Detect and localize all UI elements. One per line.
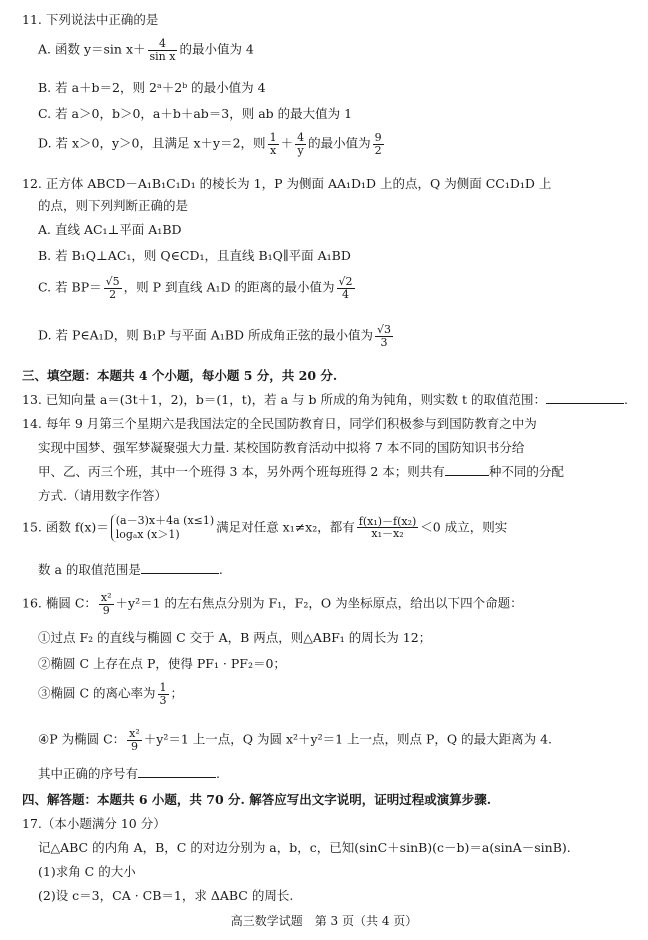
section-solution-heading: 四、解答题：本题共 6 小题，共 70 分. 解答应写出文字说明，证明过程或演算步骤. <box>22 792 492 807</box>
q17-part-2: (2)设 c＝3，CA · CB＝1，求 ΔABC 的周长. <box>38 888 294 903</box>
q15-line-2: 数 a 的取值范围是 . <box>38 562 223 577</box>
q14-line-4: 方式.（请用数字作答） <box>38 488 167 503</box>
q16-stem: 16. 椭圆 C： $\frac{\text{x²}}{9}$ ＋y²＝1 的左右焦点分别为 F₁，F₂，O 为坐标原点，给出以下四个命题： <box>22 591 523 617</box>
fraction: $\frac{4}{\text{sin x}}$ <box>149 37 176 63</box>
q11-option-c: C. 若 a＞0，b＞0，a＋b＋ab＝3，则 ab 的最大值为 1 <box>38 106 353 121</box>
q15-line-1: 15. 函数 f(x)＝ (a－3)x＋4a (x≤1) logₐx (x＞1) 满足对任意 x₁≠x₂，都有 $\frac{\text{f(x₁)－f(x₂)}}{\text{x₁－x₂}}$ ＜0 成立，则实 <box>22 514 508 541</box>
q12-option-b: B. 若 B₁Q⊥AC₁，则 Q∈CD₁，且直线 B₁Q∥平面 A₁BD <box>38 248 351 263</box>
answer-blank <box>445 474 489 476</box>
q11-option-d: D. 若 x＞0，y＞0，且满足 x＋y＝2，则 $\frac{1}{x}$ ＋ $\frac{4}{y}$ 的最小值为 $\frac{9}{2}$ <box>38 131 382 157</box>
piecewise-brace: (a－3)x＋4a (x≤1) logₐx (x＞1) <box>111 514 214 542</box>
q16-proposition-4: ④P 为椭圆 C： $\frac{\text{x²}}{9}$ ＋y²＝1 上一点，Q 为圆 x²＋y²＝1 上一点，则点 P，Q 的最大距离为 4. <box>38 727 553 753</box>
q12-stem-line-2: 的点，则下列判断正确的是 <box>38 198 189 213</box>
q17-part-1: (1)求角 C 的大小 <box>38 864 136 879</box>
section-fill-in-heading: 三、填空题：本题共 4 个小题，每小题 5 分，共 20 分. <box>22 368 338 383</box>
answer-blank <box>141 572 219 574</box>
q11-stem: 11. 下列说法中正确的是 <box>22 12 159 27</box>
q11-option-b: B. 若 a＋b＝2，则 2ᵃ＋2ᵇ 的最小值为 4 <box>38 80 266 95</box>
q11-option-a: A. 函数 y＝sin x＋ $\frac{4}{\text{sin x}}$ 的最小值为 4 <box>38 37 254 63</box>
q14-line-1: 14. 每年 9 月第三个星期六是我国法定的全民国防教育日，同学们积极参与到国防教育之中为 <box>22 416 537 431</box>
q12-option-d: D. 若 P∈A₁D，则 B₁P 与平面 A₁BD 所成角正弦的最小值为 $\frac{√3}{3}$ <box>38 323 391 349</box>
answer-blank <box>546 402 624 404</box>
answer-blank <box>138 776 216 778</box>
q12-option-a: A. 直线 AC₁⊥平面 A₁BD <box>38 222 182 237</box>
q17-line-1: 记△ABC 的内角 A，B，C 的对边分别为 a，b，c，已知(sinC＋sinB)(c－b)＝a(sinA－sinB). <box>38 840 571 855</box>
q14-line-2: 实现中国梦、强军梦凝聚强大力量. 某校国防教育活动中拟将 7 本不同的国防知识书分给 <box>38 440 525 455</box>
q16-proposition-2: ②椭圆 C 上存在点 P，使得 PF₁ · PF₂＝0； <box>38 656 286 671</box>
q16-answer-line: 其中正确的序号有 . <box>38 766 220 781</box>
q14-line-3: 甲、乙、丙三个班，其中一个班得 3 本，另外两个班每班得 2 本；则共有 种不同的分配 <box>38 464 564 479</box>
q16-proposition-3: ③椭圆 C 的离心率为 $\frac{1}{3}$ ； <box>38 681 184 707</box>
q12-stem-line-1: 12. 正方体 ABCD－A₁B₁C₁D₁ 的棱长为 1，P 为侧面 AA₁D₁D 上的点，Q 为侧面 CC₁D₁D 上 <box>22 176 552 191</box>
q13-text: 13. 已知向量 a＝(3t＋1，2)，b＝(1，t)，若 a 与 b 所成的角为钝角，则实数 t 的取值范围： . <box>22 392 628 407</box>
page-footer: 高三数学试题 第 3 页（共 4 页） <box>230 914 418 928</box>
q12-option-c: C. 若 BP＝ $\frac{√5}{2}$ ，则 P 到直线 A₁D 的距离的最小值为 $\frac{√2}{4}$ <box>38 275 353 301</box>
q16-proposition-1: ①过点 F₂ 的直线与椭圆 C 交于 A，B 两点，则△ABF₁ 的周长为 12； <box>38 630 432 645</box>
q17-header: 17.（本小题满分 10 分） <box>22 816 166 831</box>
